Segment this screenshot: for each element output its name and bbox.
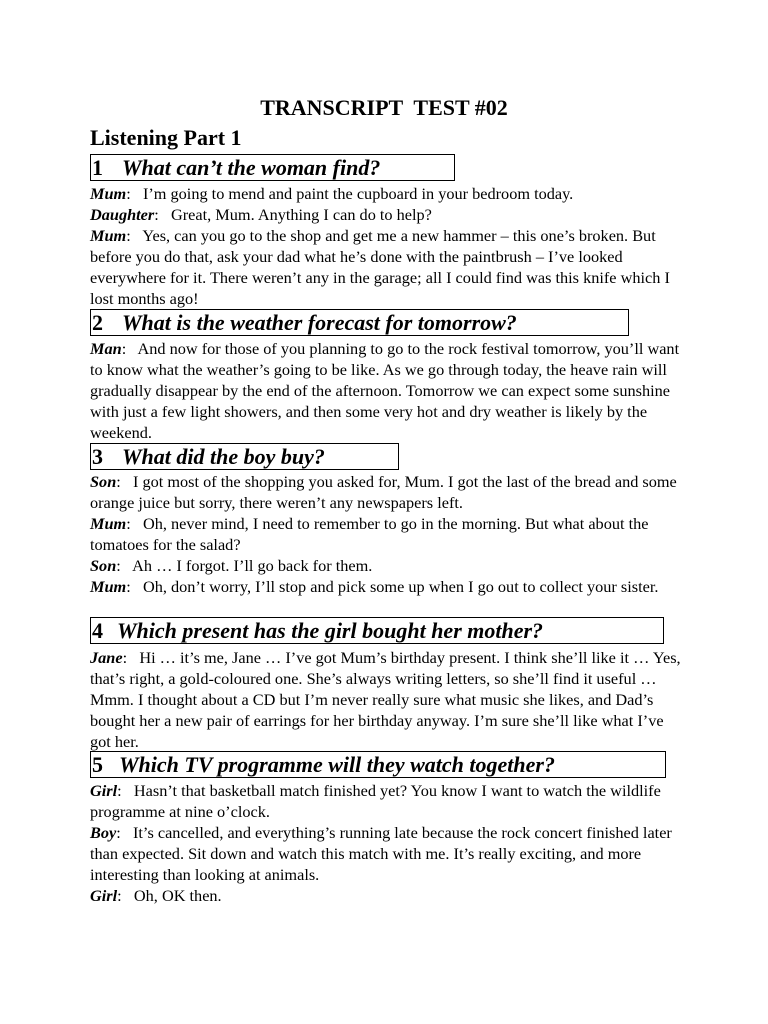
dialogue-block-1 xyxy=(90,183,682,309)
dialogue-block-2 xyxy=(90,338,682,443)
speaker-label: Mum xyxy=(90,226,127,245)
question-number: 3 xyxy=(92,444,103,469)
dialogue-turn: Girl: Hasn’t that basketball match finished yet? You know I want to watch the wildlife programme at nine o’clock. xyxy=(90,781,661,821)
speaker-label: Daughter xyxy=(90,205,155,224)
question-text: What is the weather forecast for tomorrow? xyxy=(122,310,517,335)
utterance: I got most of the shopping you asked for, Mum. I got the last of the bread and some orange juice but sorry, there weren’t any newspapers left. xyxy=(90,472,677,512)
speaker-label: Man xyxy=(90,339,122,358)
question-number: 2 xyxy=(92,310,103,335)
utterance: Hasn’t that basketball match finished yet? You know I want to watch the wildlife programme at nine o’clock. xyxy=(90,781,661,821)
utterance: And now for those of you planning to go to the rock festival tomorrow, you’ll want to know what the weather’s going to be like. As we go through today, the heave rain will gradually disappear by the end of the afternoon. Tomorrow we can expect some sunshine with just a few light showers, and then some very hot and dry weather is likely by the weekend. xyxy=(90,339,680,442)
speaker-label: Boy xyxy=(90,823,117,842)
dialogue-turn: Mum: Oh, never mind, I need to remember to go in the morning. But what about the tomatoes for the salad? xyxy=(90,514,649,554)
utterance: Yes, can you go to the shop and get me a new hammer – this one’s broken. But before you do that, ask your dad what he’s done with the paintbrush – I’ve looked everywhere for it. There weren’t any in the garage; all I could find was this knife which I lost months ago! xyxy=(90,226,670,308)
dialogue-turn: Boy: It’s cancelled, and everything’s running late because the rock concert finished later than expected. Sit down and watch this match with me. It’s really exciting, and more interesting than looking at animals. xyxy=(90,823,672,884)
page-title: TRANSCRIPT TEST #02 xyxy=(260,95,508,120)
dialogue-turn: Jane: Hi … it’s me, Jane … I’ve got Mum’s birthday present. I think she’ll like it … Yes, that’s right, a gold-coloured one. She’s always writing letters, so she’ll find it useful … Mmm. I thought about a CD but I’m never really sure what music she likes, and Dad’s bought her a new pair of earrings for her birthday anyway. I’m sure she’ll like what I’ve got her. xyxy=(90,648,681,751)
utterance: Oh, don’t worry, I’ll stop and pick some up when I go out to collect your sister. xyxy=(142,577,659,596)
dialogue-block-4 xyxy=(90,647,682,752)
utterance: Oh, OK then. xyxy=(133,886,222,905)
dialogue-block-5 xyxy=(90,780,682,906)
dialogue-turn: Daughter: Great, Mum. Anything I can do to help? xyxy=(90,205,432,224)
question-box-2 xyxy=(90,309,629,336)
speaker-label: Son xyxy=(90,556,117,575)
question-box-1 xyxy=(90,154,455,181)
utterance: It’s cancelled, and everything’s running late because the rock concert finished later than expected. Sit down and watch this match with me. It’s really exciting, and more interesting than looking at animals. xyxy=(90,823,672,884)
dialogue-turn: Mum: Oh, don’t worry, I’ll stop and pick some up when I go out to collect your sister. xyxy=(90,577,659,596)
dialogue-turn: Mum: I’m going to mend and paint the cupboard in your bedroom today. xyxy=(90,184,574,203)
question-box-5 xyxy=(90,751,666,778)
speaker-label: Mum xyxy=(90,514,127,533)
question-number: 4 xyxy=(92,618,103,643)
question-box-4 xyxy=(90,617,664,644)
section-heading: Listening Part 1 xyxy=(90,125,242,150)
dialogue-block-3 xyxy=(90,471,682,597)
question-box-3 xyxy=(90,443,399,470)
utterance: Hi … it’s me, Jane … I’ve got Mum’s birthday present. I think she’ll like it … Yes, that’s right, a gold-coloured one. She’s always writing letters, so she’ll find it useful … Mmm. I thought about a CD but I’m never really sure what music she likes, and Dad’s bought her a new pair of earrings for her birthday anyway. I’m sure she’ll like what I’ve got her. xyxy=(90,648,681,751)
utterance: Oh, never mind, I need to remember to go in the morning. But what about the tomatoes for the salad? xyxy=(90,514,649,554)
dialogue-turn: Son: Ah … I forgot. I’ll go back for them. xyxy=(90,556,373,575)
dialogue-turn: Girl: Oh, OK then. xyxy=(90,886,222,905)
dialogue-turn: Man: And now for those of you planning to go to the rock festival tomorrow, you’ll want to know what the weather’s going to be like. As we go through today, the heave rain will gradually disappear by the end of the afternoon. Tomorrow we can expect some sunshine with just a few light showers, and then some very hot and dry weather is likely by the weekend. xyxy=(90,339,680,442)
utterance: Ah … I forgot. I’ll go back for them. xyxy=(132,556,373,575)
speaker-label: Girl xyxy=(90,781,118,800)
speaker-label: Mum xyxy=(90,577,127,596)
speaker-label: Mum xyxy=(90,184,127,203)
question-number: 1 xyxy=(92,155,103,180)
speaker-label: Girl xyxy=(90,886,118,905)
utterance: Great, Mum. Anything I can do to help? xyxy=(171,205,432,224)
dialogue-turn: Son: I got most of the shopping you asked for, Mum. I got the last of the bread and some orange juice but sorry, there weren’t any newspapers left. xyxy=(90,472,677,512)
speaker-label: Son xyxy=(90,472,117,491)
utterance: I’m going to mend and paint the cupboard in your bedroom today. xyxy=(142,184,574,203)
question-text: What did the boy buy? xyxy=(122,444,325,469)
speaker-label: Jane xyxy=(90,648,123,667)
question-text: What can’t the woman find? xyxy=(122,155,381,180)
question-text: Which TV programme will they watch together? xyxy=(119,752,555,777)
question-text: Which present has the girl bought her mother? xyxy=(117,618,544,643)
question-number: 5 xyxy=(92,752,103,777)
dialogue-turn: Mum: Yes, can you go to the shop and get me a new hammer – this one’s broken. But before you do that, ask your dad what he’s done with the paintbrush – I’ve looked everywhere for it. There weren’t any in the garage; all I could find was this knife which I lost months ago! xyxy=(90,226,670,308)
